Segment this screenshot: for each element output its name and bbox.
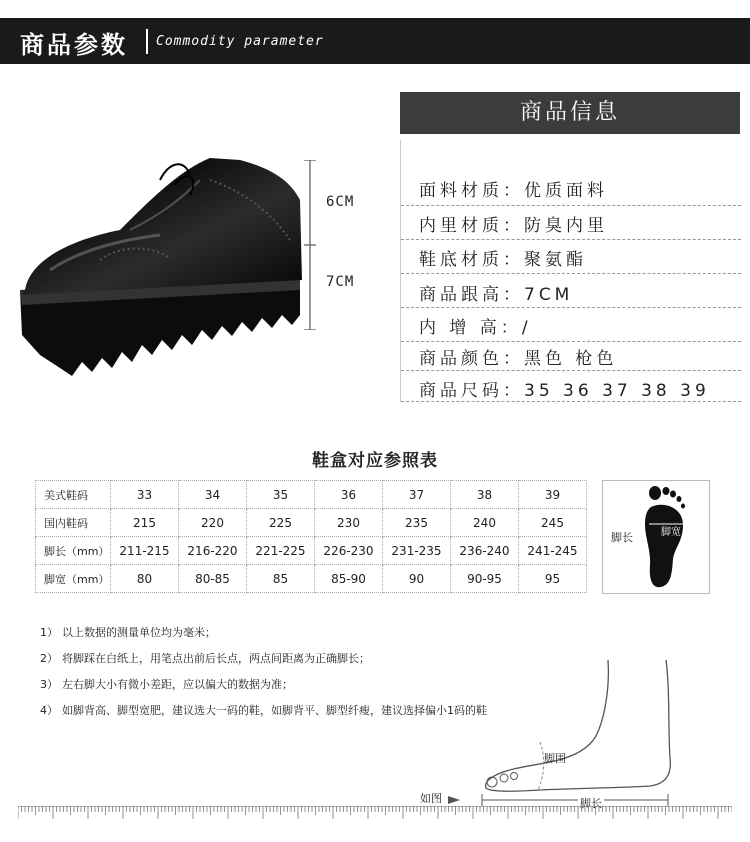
section-subtitle: Commodity parameter bbox=[156, 34, 324, 49]
table-cell: 90 bbox=[383, 565, 451, 593]
note-number: 3） bbox=[40, 678, 58, 691]
divider bbox=[401, 307, 741, 308]
table-cell: 215 bbox=[111, 509, 179, 537]
table-cell: 240 bbox=[451, 509, 519, 537]
info-row bbox=[419, 245, 587, 270]
info-title: 商品信息 bbox=[519, 100, 620, 125]
info-key: 鞋底材质： bbox=[419, 250, 524, 270]
table-cell: 236-240 bbox=[451, 537, 519, 565]
divider bbox=[401, 401, 741, 402]
info-key: 内里材质： bbox=[419, 216, 524, 236]
info-value: / bbox=[521, 318, 532, 338]
divider bbox=[401, 341, 741, 342]
note-number: 4） bbox=[40, 704, 58, 717]
info-value: 35 36 37 38 39 bbox=[524, 381, 710, 401]
divider bbox=[401, 239, 741, 240]
see-figure-label: 如图 bbox=[420, 792, 442, 805]
table-cell: 80-85 bbox=[179, 565, 247, 593]
info-value: 黑色 枪色 bbox=[524, 349, 618, 369]
table-cell: 211-215 bbox=[111, 537, 179, 565]
note-text: 左右脚大小有微小差距，应以偏大的数据为准； bbox=[62, 678, 293, 691]
table-cell: 36 bbox=[315, 481, 383, 509]
foot-measure-diagram bbox=[420, 650, 720, 818]
note-text: 将脚踩在白纸上，用笔点出前后长点，两点间距离为正确脚长； bbox=[62, 652, 370, 665]
table-row bbox=[36, 565, 587, 593]
table-cell: 37 bbox=[383, 481, 451, 509]
foot-outline-icon bbox=[420, 650, 720, 818]
info-row bbox=[419, 313, 532, 338]
girth-label: 脚围 bbox=[544, 752, 566, 765]
table-row bbox=[36, 537, 587, 565]
divider bbox=[401, 205, 741, 206]
list-item bbox=[40, 624, 580, 640]
divider bbox=[401, 273, 741, 274]
foot-width-label: 脚宽 bbox=[661, 527, 681, 538]
info-key: 商品跟高： bbox=[419, 285, 524, 305]
foot-length-caption: 脚长 bbox=[580, 797, 602, 810]
info-key: 内 增 高： bbox=[419, 318, 522, 338]
size-table bbox=[35, 480, 587, 593]
table-cell: 90-95 bbox=[451, 565, 519, 593]
info-value: 防臭内里 bbox=[524, 216, 608, 236]
table-row bbox=[36, 481, 587, 509]
table-cell: 85 bbox=[247, 565, 315, 593]
table-cell: 225 bbox=[247, 509, 315, 537]
ruler bbox=[18, 806, 732, 820]
info-key: 面料材质： bbox=[419, 181, 524, 201]
table-cell: 221-225 bbox=[247, 537, 315, 565]
table-cell: 33 bbox=[111, 481, 179, 509]
table-cell: 38 bbox=[451, 481, 519, 509]
table-cell: 85-90 bbox=[315, 565, 383, 593]
foot-length-label: 脚长 bbox=[611, 531, 633, 544]
info-row bbox=[419, 176, 608, 201]
table-cell: 39 bbox=[519, 481, 587, 509]
table-cell: 235 bbox=[383, 509, 451, 537]
table-cell: 220 bbox=[179, 509, 247, 537]
info-row bbox=[419, 280, 573, 305]
info-value: 7CM bbox=[524, 285, 574, 305]
note-text: 如脚背高、脚型宽肥，建议选大一码的鞋，如脚背平、脚型纤瘦，建议选择偏小1码的鞋 bbox=[62, 704, 487, 717]
table-cell: 231-235 bbox=[383, 537, 451, 565]
table-cell: 80 bbox=[111, 565, 179, 593]
table-cell: 216-220 bbox=[179, 537, 247, 565]
row-header: 脚宽（mm） bbox=[36, 565, 111, 593]
footprint-icon bbox=[641, 485, 689, 591]
section-header bbox=[0, 18, 750, 64]
table-cell: 226-230 bbox=[315, 537, 383, 565]
info-row bbox=[419, 211, 608, 236]
footprint-diagram bbox=[602, 480, 710, 594]
info-panel bbox=[400, 140, 740, 402]
table-cell: 35 bbox=[247, 481, 315, 509]
divider bbox=[401, 370, 741, 371]
row-header: 脚长（mm） bbox=[36, 537, 111, 565]
info-header bbox=[400, 92, 740, 134]
table-row bbox=[36, 509, 587, 537]
upper-height-label: 6CM bbox=[326, 194, 355, 210]
note-text: 以上数据的测量单位均为毫米； bbox=[62, 626, 216, 639]
heel-height-label: 7CM bbox=[326, 274, 355, 290]
table-cell: 241-245 bbox=[519, 537, 587, 565]
row-header: 国内鞋码 bbox=[36, 509, 111, 537]
info-key: 商品颜色： bbox=[419, 349, 524, 369]
note-number: 1） bbox=[40, 626, 58, 639]
info-value: 聚氨酯 bbox=[524, 250, 587, 270]
section-title: 商品参数 bbox=[20, 31, 128, 59]
info-value: 优质面料 bbox=[524, 181, 608, 201]
table-cell: 245 bbox=[519, 509, 587, 537]
size-table-title: 鞋盒对应参照表 bbox=[312, 451, 438, 471]
shoe-image bbox=[10, 140, 310, 390]
row-header: 美式鞋码 bbox=[36, 481, 111, 509]
info-row bbox=[419, 376, 710, 401]
table-cell: 34 bbox=[179, 481, 247, 509]
info-key: 商品尺码： bbox=[419, 381, 524, 401]
header-divider bbox=[146, 29, 148, 54]
table-cell: 95 bbox=[519, 565, 587, 593]
info-row bbox=[419, 344, 617, 369]
table-cell: 230 bbox=[315, 509, 383, 537]
height-dimension-markers bbox=[300, 160, 380, 330]
note-number: 2） bbox=[40, 652, 58, 665]
